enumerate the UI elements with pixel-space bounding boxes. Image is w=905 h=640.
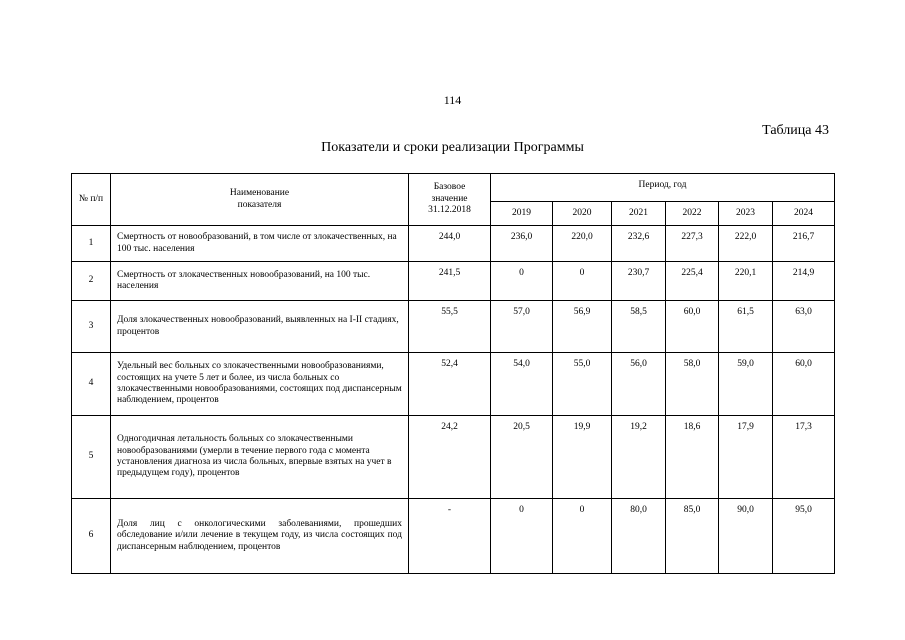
header-row	[72, 174, 835, 202]
row-value: 59,0	[719, 353, 773, 416]
row-base: 52,4	[409, 353, 491, 416]
row-value: 58,0	[666, 353, 719, 416]
row-value: 232,6	[612, 226, 666, 262]
row-value: 230,7	[612, 262, 666, 301]
row-num: 4	[72, 353, 111, 416]
row-value: 220,0	[553, 226, 612, 262]
row-value: 0	[491, 499, 553, 574]
header-year: 2023	[719, 202, 773, 226]
row-value: 55,0	[553, 353, 612, 416]
row-num: 6	[72, 499, 111, 574]
row-name: Доля лиц с онкологическими заболеваниями, прошедших обследование и/или лечение в текущем году, из числа состоящих под диспансерным наблюдением, процентов	[111, 499, 409, 574]
row-base: 244,0	[409, 226, 491, 262]
row-value: 222,0	[719, 226, 773, 262]
row-value: 58,5	[612, 301, 666, 353]
header-year: 2019	[491, 202, 553, 226]
row-value: 85,0	[666, 499, 719, 574]
row-num: 2	[72, 262, 111, 301]
table-row	[72, 416, 835, 499]
row-value: 236,0	[491, 226, 553, 262]
row-name: Смертность от злокачественных новообразований, на 100 тыс. населения	[111, 262, 409, 301]
row-value: 60,0	[773, 353, 835, 416]
row-value: 56,0	[612, 353, 666, 416]
table-title: Показатели и сроки реализации Программы	[321, 140, 584, 155]
row-value: 220,1	[719, 262, 773, 301]
header-period: Период, год	[491, 174, 835, 202]
row-value: 225,4	[666, 262, 719, 301]
table-row	[72, 226, 835, 262]
header-year: 2022	[666, 202, 719, 226]
row-name: Смертность от новообразований, в том числе от злокачественных, на 100 тыс. населения	[111, 226, 409, 262]
header-num: № п/п	[72, 174, 111, 226]
header-year: 2020	[553, 202, 612, 226]
row-value: 18,6	[666, 416, 719, 499]
table-label: Таблица 43	[762, 123, 829, 138]
row-value: 95,0	[773, 499, 835, 574]
row-num: 1	[72, 226, 111, 262]
page-number: 114	[443, 93, 462, 107]
row-value: 57,0	[491, 301, 553, 353]
row-value: 80,0	[612, 499, 666, 574]
row-value: 54,0	[491, 353, 553, 416]
header-year: 2021	[612, 202, 666, 226]
table-row	[72, 262, 835, 301]
row-num: 3	[72, 301, 111, 353]
header-base: Базовое значение 31.12.2018	[409, 174, 491, 226]
row-value: 0	[553, 262, 612, 301]
row-value: 61,5	[719, 301, 773, 353]
row-value: 214,9	[773, 262, 835, 301]
row-value: 60,0	[666, 301, 719, 353]
row-name: Удельный вес больных со злокачественными новообразованиями, состоящих на учете 5 лет и более, из числа больных со злокачественными новообразованиями, состоящих под диспансерным наблюдением, процентов	[111, 353, 409, 416]
row-value: 227,3	[666, 226, 719, 262]
row-value: 17,9	[719, 416, 773, 499]
row-base: -	[409, 499, 491, 574]
row-base: 55,5	[409, 301, 491, 353]
table-row	[72, 301, 835, 353]
table-row	[72, 353, 835, 416]
row-value: 90,0	[719, 499, 773, 574]
indicators-table	[71, 173, 835, 574]
row-value: 0	[491, 262, 553, 301]
header-name: Наименование показателя	[111, 174, 409, 226]
row-value: 20,5	[491, 416, 553, 499]
row-value: 19,2	[612, 416, 666, 499]
row-name: Одногодичная летальность больных со злокачественными новообразованиями (умерли в течение первого года с момента установления диагноза из числа больных, впервые взятых на учет в предыдущем году), процентов	[111, 416, 409, 499]
row-base: 241,5	[409, 262, 491, 301]
row-value: 56,9	[553, 301, 612, 353]
table-row	[72, 499, 835, 574]
row-num: 5	[72, 416, 111, 499]
row-value: 63,0	[773, 301, 835, 353]
row-value: 17,3	[773, 416, 835, 499]
row-value: 0	[553, 499, 612, 574]
row-name: Доля злокачественных новообразований, выявленных на I-II стадиях, процентов	[111, 301, 409, 353]
row-value: 216,7	[773, 226, 835, 262]
row-base: 24,2	[409, 416, 491, 499]
row-value: 19,9	[553, 416, 612, 499]
header-year: 2024	[773, 202, 835, 226]
